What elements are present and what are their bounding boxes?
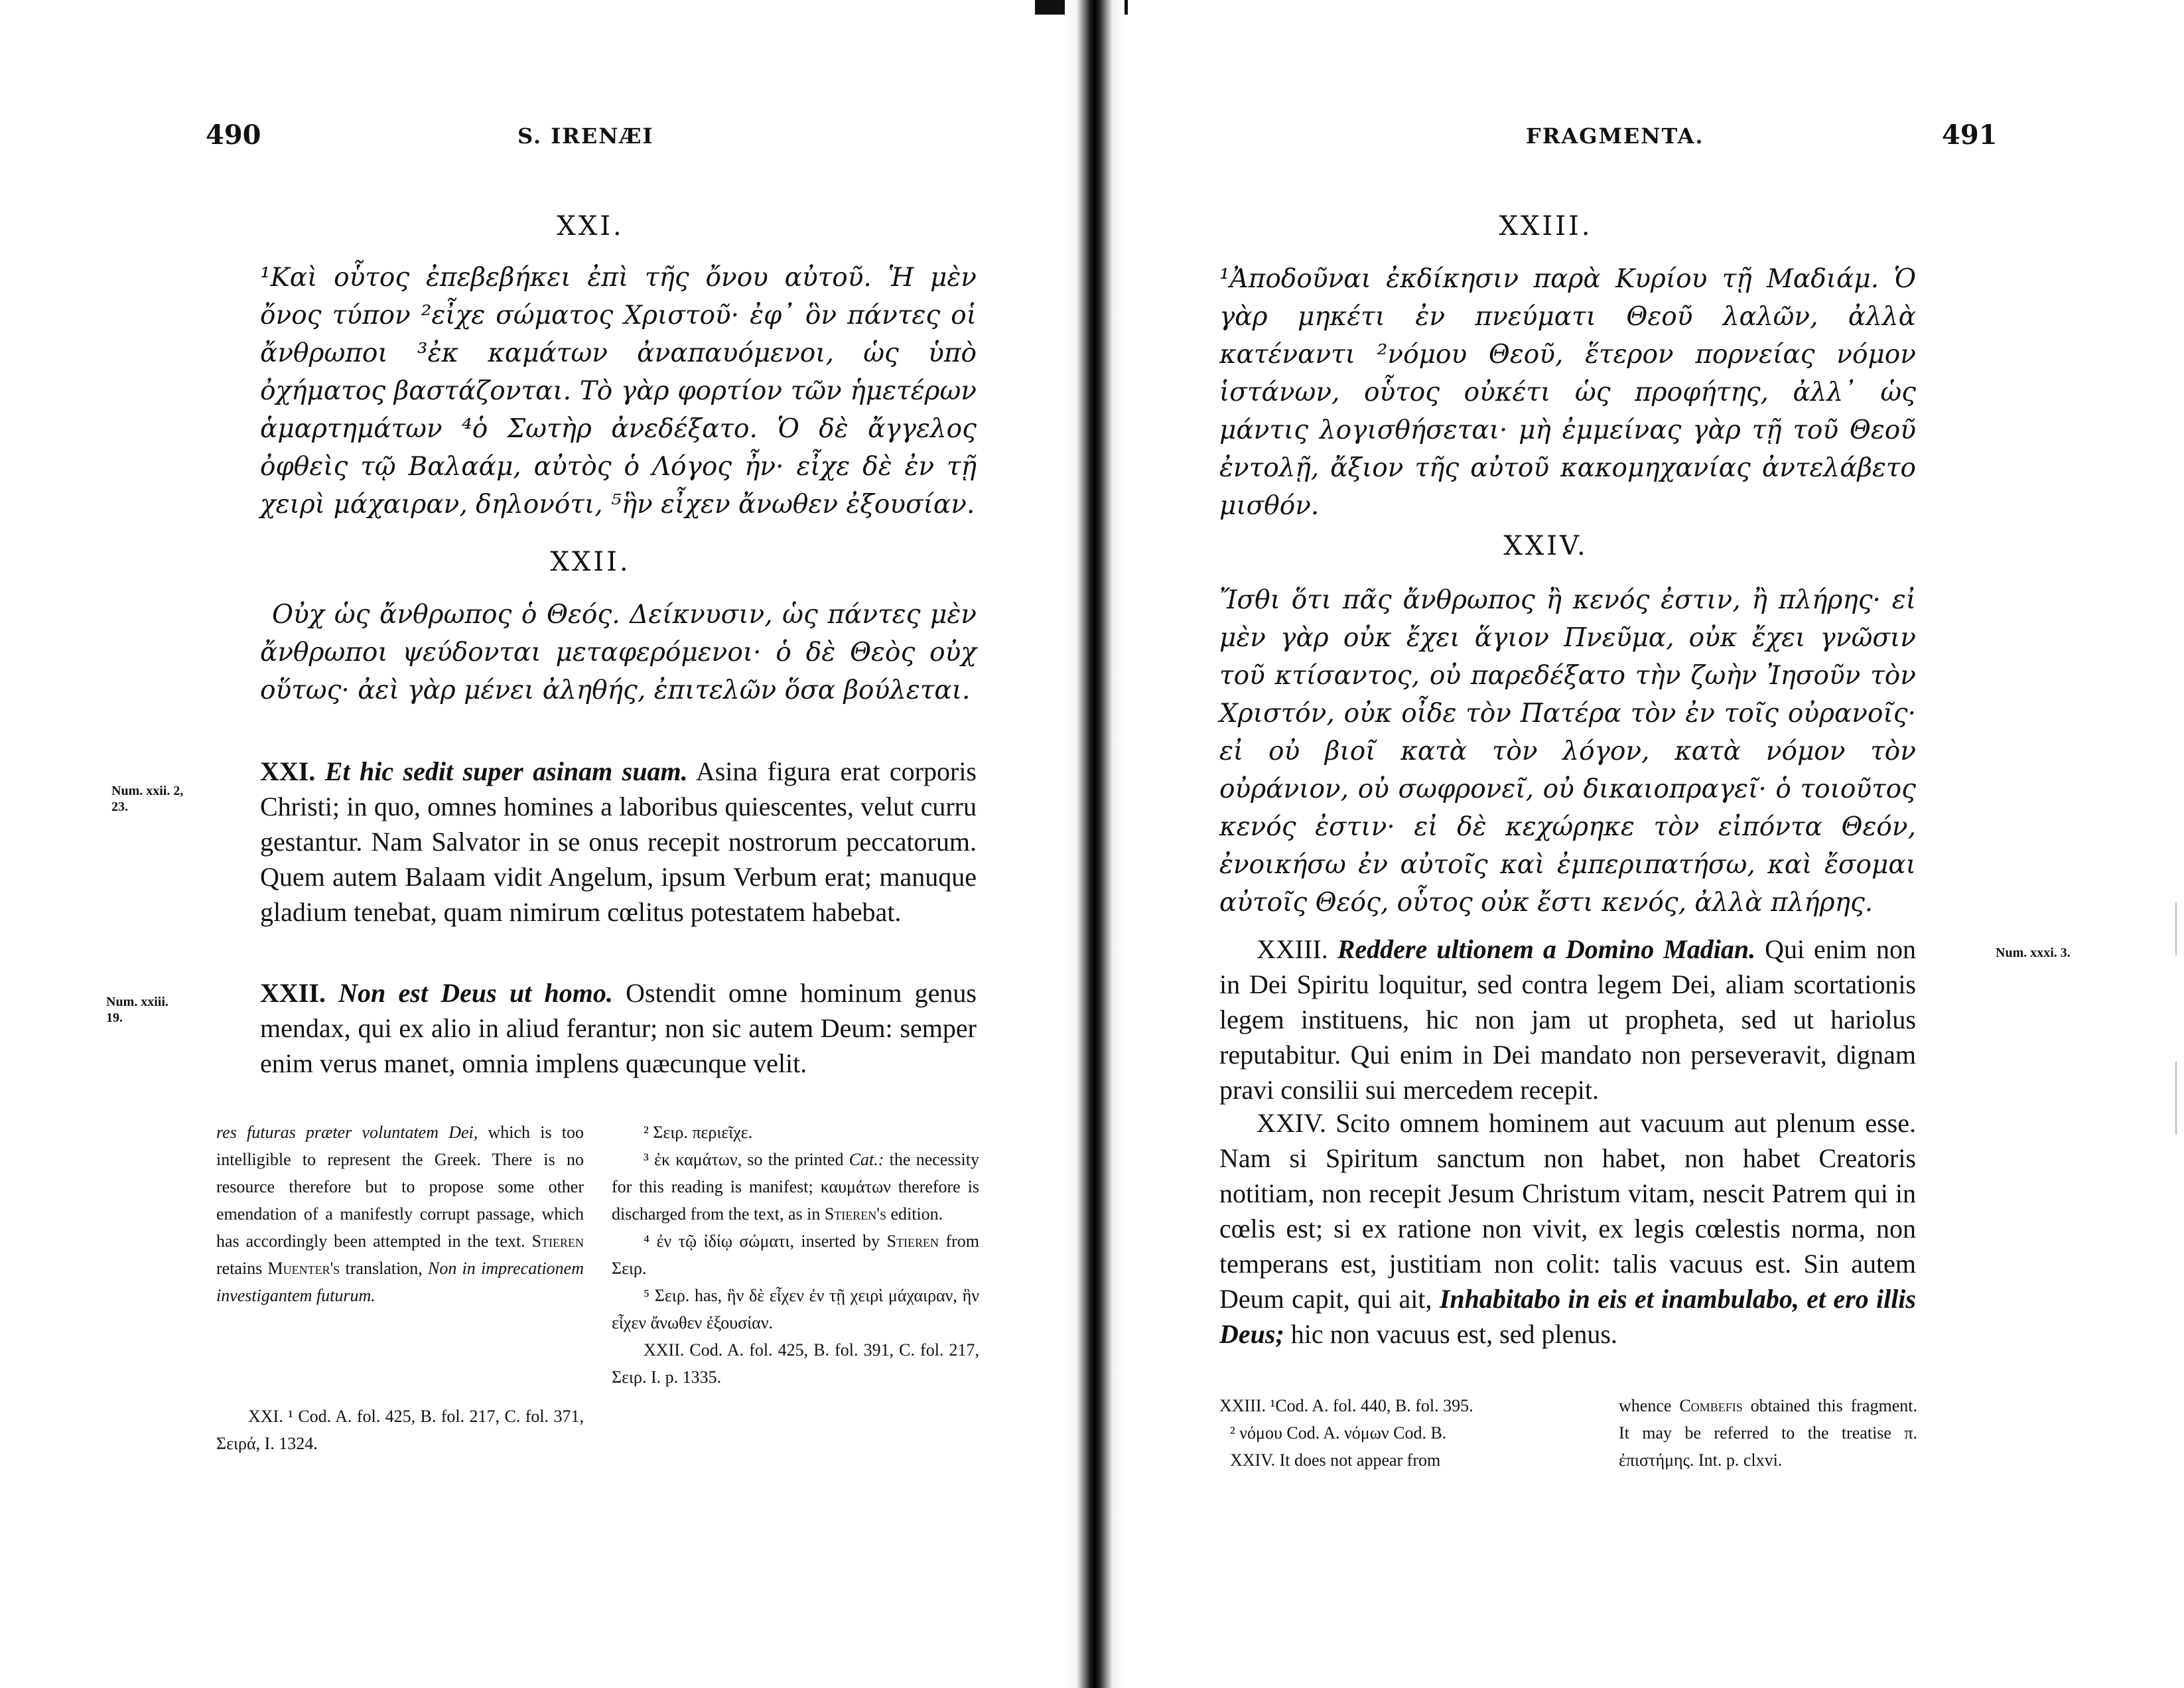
section-heading-xxii: XXII.: [550, 547, 631, 577]
greek-text-xxi: ¹Καὶ οὗτος ἐπεβεβήκει ἐπὶ τῆς ὄνου αὐτοῦ. Ἡ μὲν ὄνος τύπον ²εἶχε σώματος Χριστοῦ· ἐφ᾽ ὃν πάντες οἱ ἄνθρωποι ³ἐκ καμάτων ἀναπαυόμενοι, ὡς ὑπὸ ὀχήματος βαστάζονται. Τὸ γὰρ φορτίον τῶν ἡμετέρων ἁμαρτημάτων ⁴ὁ Σωτὴρ ἀνεδέξατο. Ὁ δὲ ἄγγελος ὀφθεὶς τῷ Βαλαάμ, αὐτὸς ὁ Λόγος ἦν· εἶχε δὲ ἐν τῇ χειρὶ μάχαιραν, δηλονότι, ⁵ἣν εἶχεν ἄνωθεν ἐξουσίαν.: [260, 263, 977, 520]
footnote-name-stieren: Stieren: [886, 1231, 939, 1251]
footnote-text: ⁴ ἐν τῷ ἰδίῳ σώματι, inserted by: [644, 1231, 887, 1251]
footnote-name-combefis: Combefis: [1679, 1396, 1743, 1415]
footnote-text: the necessity for this reading is manifest; καυμάτων therefore is discharged from the text, as in: [612, 1150, 979, 1224]
greek-text-xxiii: ¹Ἀποδοῦναι ἐκδίκησιν παρὰ Κυρίου τῇ Μαδιάμ. Ὁ γὰρ μηκέτι ἐν πνεύματι Θεοῦ λαλῶν, ἀλλὰ κατέναντι ²νόμου Θεοῦ, ἕτερον πορνείας νόμον ἱστάνων, οὗτος οὐκέτι ὡς προφήτης, ἀλλ᾽ ὡς μάντις λογισθήσεται· μὴ ἐμμείνας γὰρ τῇ τοῦ Θεοῦ ἐντολῇ, ἄξιον τῆς αὐτοῦ κακομηχανίας ἀντελάβετο μισθόν.: [1219, 264, 1916, 521]
footnote-xxiv: XXIV. It does not appear from: [1230, 1450, 1441, 1470]
footnote-column-2: [612, 1119, 979, 1391]
footnote-3: [612, 1146, 979, 1228]
footnote-text: obtained this fragment. It may be referred to the treatise π. ἐπιστήμης. Int. p. clxvi.: [1619, 1396, 1917, 1470]
footnote-xxii-source: XXII. Cod. A. fol. 425, B. fol. 391, C. fol. 217, Σειρ. I. p. 1335.: [612, 1340, 979, 1387]
footnote-name-stieren: Stieren: [531, 1231, 584, 1251]
footnote-2: ² νόμου Cod. A. νόμων Cod. B.: [1230, 1423, 1447, 1442]
page-edge-mark: [2175, 1062, 2177, 1135]
latin-lemma-xxii: Non est Deus ut homo.: [338, 978, 613, 1008]
latin-quote-xxiv: Inhabitabo in eis et inambulabo, et ero illis Deus;: [1219, 1284, 1916, 1349]
footnote-text: from Σειρ.: [612, 1231, 979, 1278]
footnote-name-muenter: Muenter's: [267, 1259, 340, 1278]
section-heading-xxi: XXI.: [557, 211, 624, 242]
latin-number-xxii: XXII.: [260, 978, 326, 1008]
footnote-name-stieren: Stieren's: [824, 1204, 886, 1224]
running-head: S. IRENÆI: [517, 123, 654, 149]
footnote-text: ³ ἐκ καμάτων, so the printed: [644, 1150, 849, 1169]
footnote-italic: Cat.:: [849, 1150, 884, 1169]
section-heading-xxiv: XXIV.: [1503, 531, 1588, 561]
left-page: [0, 0, 1068, 1688]
margin-note-xxii: Num. xxiii. 19.: [106, 995, 169, 1025]
footnote-4: [612, 1228, 979, 1282]
footnote-column-1: [1219, 1392, 1554, 1474]
greek-text-xxii: Οὐχ ὡς ἄνθρωπος ὁ Θεός. Δείκνυσιν, ὡς πάντες μὲν ἄνθρωποι ψεύδονται μεταφερόμενοι· ὁ δὲ Θεὸς οὐχ οὕτως· ἀεὶ γὰρ μένει ἀληθής, ἐπιτελῶν ὅσα βούλεται.: [260, 600, 977, 705]
footnote-2: ² Σειρ. περιεῖχε.: [644, 1123, 753, 1142]
latin-text-xxiv: Scito omnem hominem aut vacuum aut plenum esse. Nam si Spiritum sanctum non habet, non habet Creatoris notitiam, non recepit Jesum Christum vitam, nescit Patrem qui in cœlis est; si ex ratione non vivit, ex legis cœlestis norma, non temperans est, justitiam non colit: talis vacuus est. Sin autem Deum capit, qui ait,: [1219, 1108, 1916, 1314]
footnote-text: translation,: [340, 1259, 428, 1278]
margin-note-xxi: Num. xxii. 2, 23.: [111, 784, 184, 814]
latin-number-xxiii: XXIII.: [1257, 934, 1328, 964]
footnote-text: whence: [1619, 1396, 1680, 1415]
latin-number-xxiv: XXIV.: [1257, 1108, 1326, 1138]
latin-text-xxii: Ostendit omne hominum genus mendax, qui ex alio in aliud ferantur; non sic autem Deum: semper enim verus manet, omnia implens quæcunque velit.: [260, 978, 977, 1078]
latin-paragraph-xxii: [260, 975, 977, 1081]
footnote-italic-quote: res futuras præter voluntatem Dei,: [216, 1123, 478, 1142]
page-number: 491: [1942, 119, 1998, 151]
running-head: FRAGMENTA.: [1526, 123, 1704, 149]
latin-paragraph-xxiv: [1219, 1105, 1916, 1352]
latin-text-xxiv-end: hic non vacuus est, sed plenus.: [1284, 1319, 1617, 1349]
footnote-column-1: [216, 1119, 584, 1309]
footnote-column-2: [1619, 1392, 1917, 1474]
latin-text-xxi: Asina figura erat corporis Christi; in quo, omnes homines a laboribus quiescentes, velut curru gestantur. Nam Salvator in se onus recepit nostrorum peccatorum. Quem autem Balaam vidit Angelum, ipsum Verbum erat; manuque gladium tenebat, quam nimirum cœlitus potestatem habebat.: [260, 756, 977, 927]
latin-paragraph-xxiii: [1219, 932, 1916, 1107]
right-page: [1121, 0, 2184, 1688]
latin-lemma-xxi: Et hic sedit super asinam suam.: [324, 756, 688, 786]
margin-note-xxiii: Num. xxxi. 3.: [1996, 946, 2071, 960]
latin-lemma-xxiii: Reddere ultionem a Domino Madian.: [1337, 934, 1756, 964]
footnote-xxiii-source: XXIII. ¹Cod. A. fol. 440, B. fol. 395.: [1219, 1396, 1473, 1415]
greek-text-xxiv: Ἴσθι ὅτι πᾶς ἄνθρωπος ἢ κενός ἐστιν, ἢ πλήρης· εἰ μὲν γὰρ οὐκ ἔχει ἅγιον Πνεῦμα, οὐκ ἔχει γνῶσιν τοῦ κτίσαντος, οὐ παρεδέξατο τὴν ζωὴν Ἰησοῦν τὸν Χριστόν, οὐκ οἶδε τὸν Πατέρα τὸν ἐν τοῖς οὐρανοῖς· εἰ οὐ βιοῖ κατὰ τὸν λόγον, κατὰ νόμον τὸν οὐράνιον, οὐ σωφρονεῖ, οὐ δικαιοπραγεῖ· ὁ τοιοῦτος κενός ἐστιν· εἰ δὲ κεχώρηκε τὸν εἰπόντα Θεόν, ἐνοικήσω ἐν αὐτοῖς καὶ ἐμπεριπατήσω, καὶ ἔσομαι αὐτοῖς Θεός, οὗτος οὐκ ἔστι κενός, ἀλλὰ πλήρης.: [1219, 585, 1916, 918]
latin-paragraph-xxi: [260, 754, 977, 930]
latin-number-xxi: XXI.: [260, 756, 316, 786]
book-gutter: [1065, 0, 1125, 1688]
footnote-text: edition.: [886, 1204, 943, 1224]
footnote-italic-quote: Non in imprecationem investigantem futurum.: [216, 1259, 584, 1305]
page-edge-mark: [2175, 902, 2177, 955]
latin-text-xxiii: Qui enim non in Dei Spiritu loquitur, sed contra legem Dei, aliam scortationis legem instituens, hic non jam ut propheta, sed ut hariolus reputabitur. Qui enim in Dei mandato non perseveravit, dignam pravi consilii sui mercedem recepit.: [1219, 934, 1917, 1105]
footnote-text: which is too intelligible to represent the Greek. There is no resource therefore but to propose some other emendation of a manifestly corrupt passage, which has accordingly been attempted in the text.: [216, 1123, 584, 1251]
section-heading-xxiii: XXIII.: [1499, 211, 1593, 242]
footnote-xxi-source: XXI. ¹ Cod. A. fol. 425, B. fol. 217, C. fol. 371, Σειρά, I. 1324.: [216, 1407, 584, 1453]
page-number: 490: [206, 119, 261, 151]
footnote-5: ⁵ Σειρ. has, ἣν δὲ εἶχεν ἐν τῇ χειρὶ μάχαιραν, ἣν εἶχεν ἄνωθεν ἐξουσίαν.: [612, 1286, 979, 1332]
footnote-text: retains: [216, 1259, 268, 1278]
